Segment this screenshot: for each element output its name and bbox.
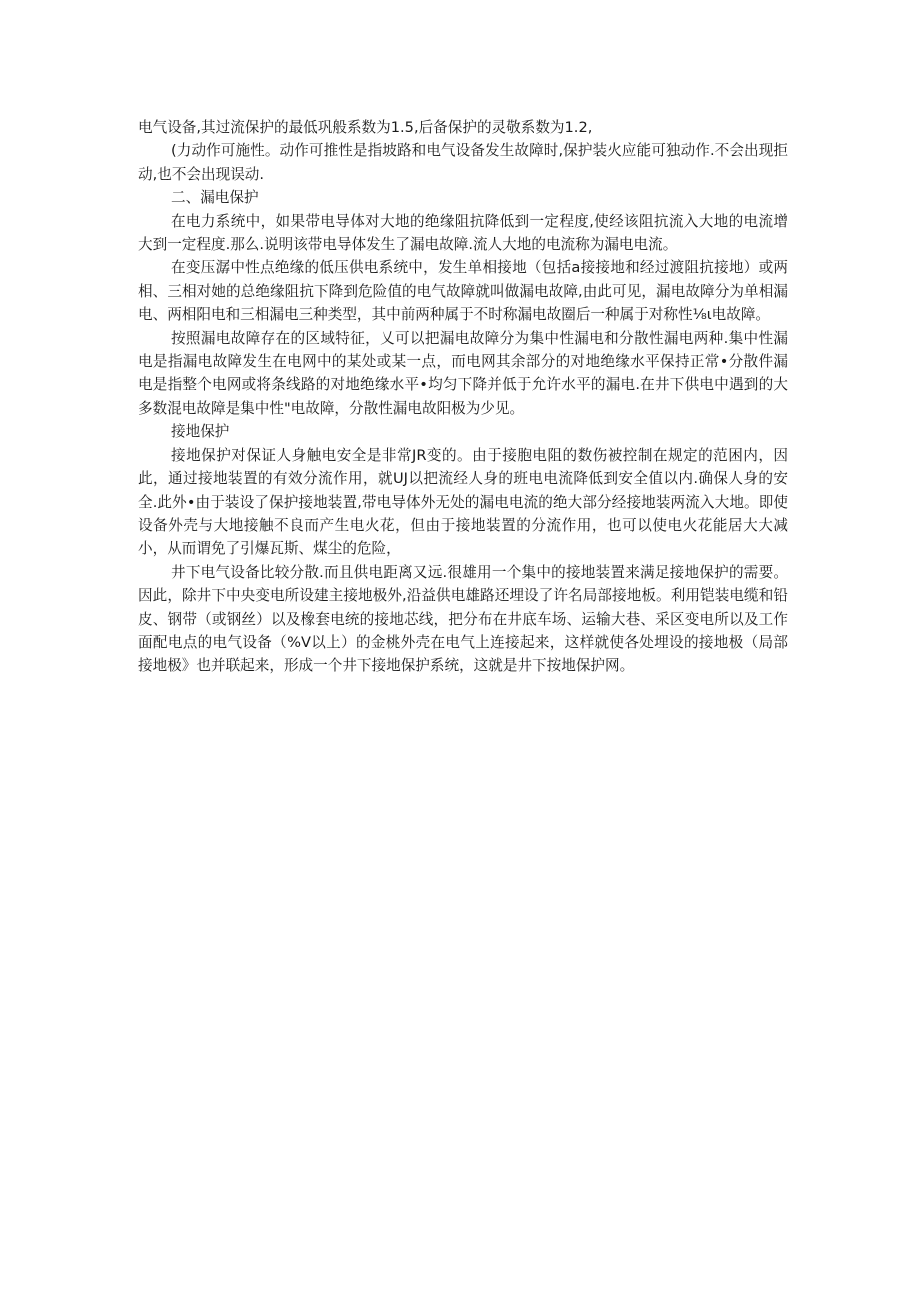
document-body xyxy=(138,116,788,678)
paragraph-overcurrent-sensitivity: 电气设备,其过流保护的最低巩般系数为1.5,后备保护的灵敬系数为1.2, xyxy=(138,119,593,136)
section-heading-grounding-protection: 接地保护 xyxy=(171,423,230,441)
paragraph-grounding-importance: 接地保护对保证人身触电安全是非常JR变的。由于接胞电阻的数伤被控制在规定的范困内，因此，通过接地装置的有效分流作用，就UJ以把流经人身的班电电流降低到安全值以内.确保人身的安全.此外•由于装设了保护接地装置,带电导体外无处的漏电电流的绝大部分经接地装两流入大地。即使设备外壳与大地接触不良而产生电火花，但由于接地装置的分流作用，也可以使电火花能居大大减小，从而谓免了引爆瓦斯、煤尘的危险， xyxy=(138,446,788,558)
paragraph-leakage-regions: 按照漏电故障存在的区域特征，乂可以把漏电故障分为集中性漏电和分散性漏电两种.集中性漏电是指漏电故障发生在电网中的某处或某一点，而电网其余部分的对地绝缘水平保持正常•分散件漏电是指整个电网或将条线路的对地绝缘水平•均匀下降并低于允许水平的漏电.在井下供电中遇到的大多数混电故障是集中性"电故障，分散性漏电故阳极为少见。 xyxy=(138,329,788,417)
section-heading-leakage-protection: 二、漏电保护 xyxy=(171,189,259,207)
paragraph-reliability: (力动作可施性。动作可推性是指坡路和电气设备发生故障时,保护装火应能可独动作.不会出现拒动,也不会出现误动. xyxy=(138,142,788,183)
paragraph-leakage-definition: 在电力系统中，如果带电导体对大地的绝缘阻抗降低到一定程度,使经该阻抗流入大地的电流增大到一定程度.那么.说明该带电导体发生了漏电故障.流人大地的电流称为漏电电流。 xyxy=(138,212,788,254)
paragraph-leakage-types: 在变压潺中性点绝缘的低压供电系统中，发生单相接地（包括a接接地和经过渡阻抗接地）或两相、三相对她的总绝缘阻抗下降到危险值的电气故障就叫做漏电故障,由此可见，漏电故障分为单相漏电、两相阳电和三相漏电三种类型，其中前两种属于不时称漏电故圈后一种属于对称性⅛ι电故障。 xyxy=(138,259,788,324)
paragraph-grounding-network: 井下电气设备比较分散.而且供电距离又远.很雄用一个集中的接地装置来满足接地保护的需要。因此，除井下中央变电所设建主接地极外,沿益供电雄路还埋设了许名局部接地板。利用铠装电缆和铅皮、钢带（或钢丝）以及橡套电统的接地芯线，把分布在井底车场、运输大巷、采区变电所以及工作面配电点的电气设备（%V以上）的金桃外壳在电气上连接起来，这样就使各处埋设的接地极（局部接地极》也并联起来，形成一个井下接地保护系统，这就是井下按地保护网。 xyxy=(138,563,788,675)
